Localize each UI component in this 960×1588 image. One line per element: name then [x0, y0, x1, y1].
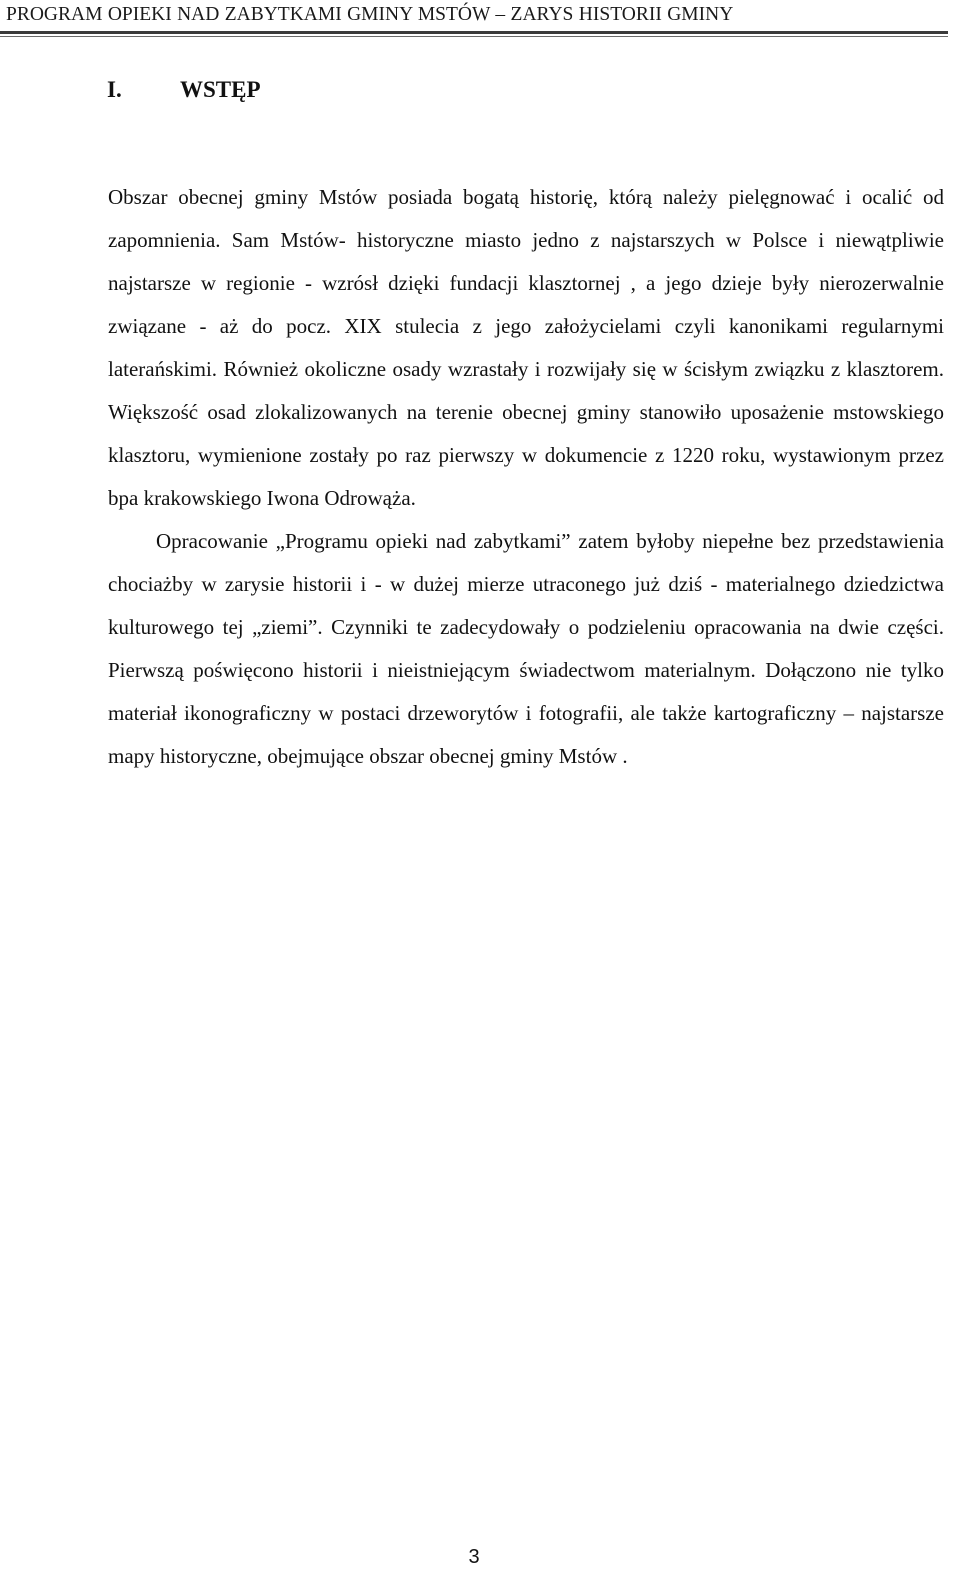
section-title: WSTĘP [180, 77, 261, 102]
paragraph-introduction: Obszar obecnej gminy Mstów posiada bogatą historię, którą należy pielęgnować i ocalić od zapomnienia. Sam Mstów- historyczne miasto jedno z najstarszych w Polsce i niewątpliwie najstarsze w regionie - wzrósł dzięki fundacji klasztornej , a jego dzieje były nierozerwalnie związane - aż do pocz. XIX stulecia z jego założycielami czyli kanonikami regularnymi laterańskimi. Również okoliczne osady wzrastały i rozwijały się w ścisłym związku z klasztorem. Większość osad zlokalizowanych na terenie obecnej gminy stanowiło uposażenie mstowskiego klasztoru, wymienione zostały po raz pierwszy w dokumencie z 1220 roku, wystawionym przez bpa krakowskiego Iwona Odrowąża. [108, 185, 944, 510]
section-heading [107, 74, 261, 106]
page-number: 3 [468, 1546, 480, 1568]
section-number: I. [107, 77, 122, 102]
header-rule [0, 31, 948, 34]
body-text [108, 176, 944, 778]
paragraph-program-scope: Opracowanie „Programu opieki nad zabytkami” zatem byłoby niepełne bez przedstawienia chociażby w zarysie historii i - w dużej mierze utraconego już dziś - materialnego dziedzictwa kulturowego tej „ziemi”. Czynniki te zadecydowały o podzieleniu opracowania na dwie części. Pierwszą poświęcono historii i nieistniejącym świadectwom materialnym. Dołączono nie tylko materiał ikonograficzny w postaci drzeworytów i fotografii, ale także kartograficzny – najstarsze mapy historyczne, obejmujące obszar obecnej gminy Mstów . [108, 529, 944, 768]
running-header: PROGRAM OPIEKI NAD ZABYTKAMI GMINY MSTÓW – ZARYS HISTORII GMINY [6, 4, 734, 25]
header-rule-secondary [0, 36, 948, 37]
